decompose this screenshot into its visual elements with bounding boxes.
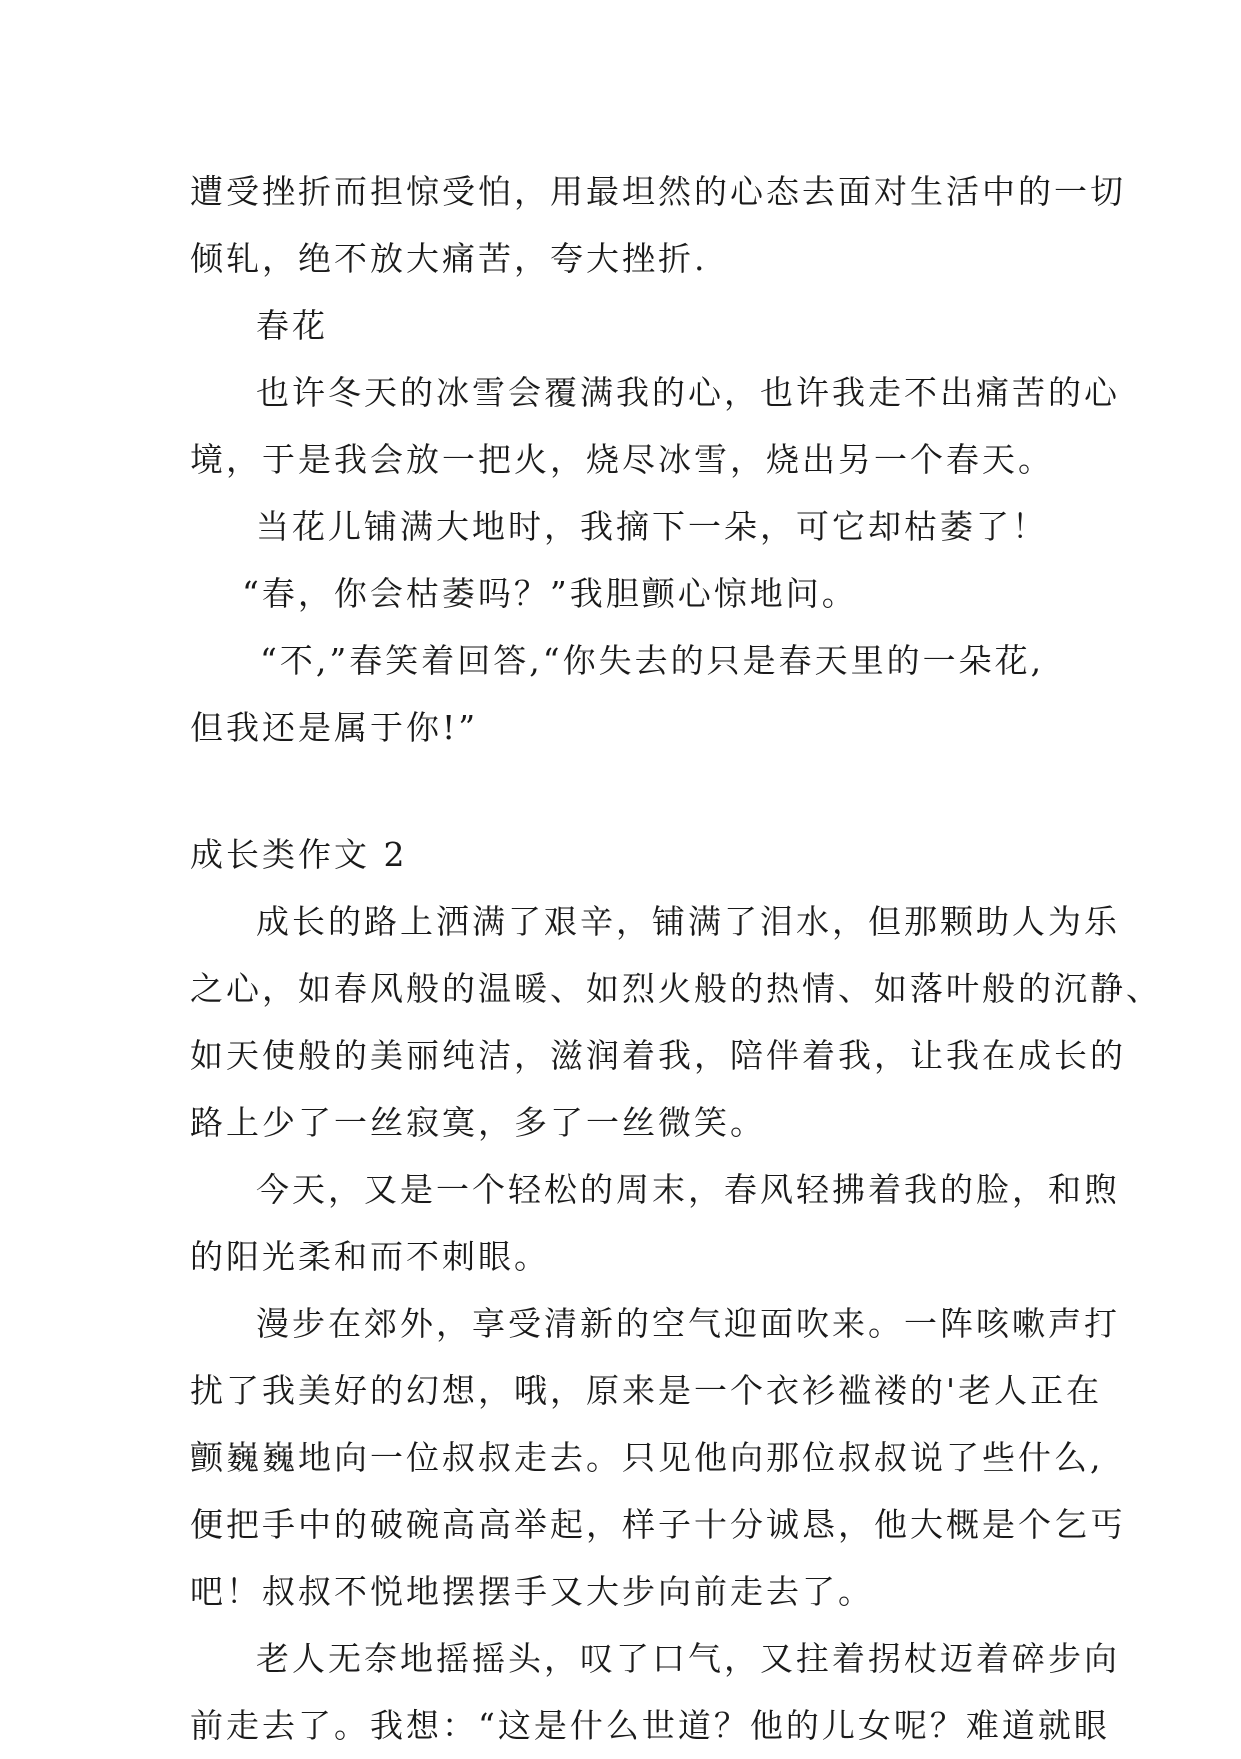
text-line: 成长的路上洒满了艰辛，铺满了泪水，但那颗助人为乐: [256, 902, 1120, 941]
text-line: 扰了我美好的幻想，哦，原来是一个衣衫褴褛的'老人正在: [190, 1371, 1103, 1410]
text-line: 如天使般的美丽纯洁，滋润着我，陪伴着我，让我在成长的: [190, 1036, 1126, 1075]
text-line: 便把手中的破碗高高举起，样子十分诚恳，他大概是个乞丐: [190, 1505, 1126, 1544]
text-line: 今天，又是一个轻松的周末，春风轻拂着我的脸，和煦: [256, 1170, 1120, 1209]
text-line: “春，你会枯萎吗？”我胆颤心惊地问。: [242, 574, 858, 613]
text-line: “不,”春笑着回答,“你失去的只是春天里的一朵花,: [260, 641, 1045, 680]
poem-title: 春花: [256, 306, 328, 345]
document-body: [190, 158, 1162, 1759]
text-line: 老人无奈地摇摇头，叹了口气，又拄着拐杖迈着碎步向: [256, 1639, 1120, 1678]
section-gap: [190, 761, 1070, 821]
text-line: 路上少了一丝寂寞，多了一丝微笑。: [190, 1103, 766, 1142]
text-line: 境，于是我会放一把火，烧尽冰雪，烧出另一个春天。: [190, 440, 1054, 479]
text-line: 也许冬天的冰雪会覆满我的心，也许我走不出痛苦的心: [256, 373, 1120, 412]
text-line: 漫步在郊外，享受清新的空气迎面吹来。一阵咳嗽声打: [256, 1304, 1120, 1343]
text-line: 倾轧，绝不放大痛苦，夸大挫折.: [190, 239, 708, 278]
text-line: 前走去了。我想：“这是什么世道？他的儿女呢？难道就眼: [190, 1706, 1110, 1745]
text-line: 的阳光柔和而不刺眼。: [190, 1237, 550, 1276]
text-line: 颤巍巍地向一位叔叔走去。只见他向那位叔叔说了些什么,: [190, 1438, 1104, 1477]
text-line: 吧！叔叔不悦地摆摆手又大步向前走去了。: [190, 1572, 874, 1611]
text-line: 遭受挫折而担惊受怕，用最坦然的心态去面对生活中的一切: [190, 172, 1126, 211]
section-title: 成长类作文 2: [190, 835, 408, 874]
text-line: 之心，如春风般的温暖、如烈火般的热情、如落叶般的沉静、: [190, 969, 1162, 1008]
text-line: 当花儿铺满大地时，我摘下一朵，可它却枯萎了！: [256, 507, 1048, 546]
text-line: 但我还是属于你!”: [190, 708, 479, 747]
